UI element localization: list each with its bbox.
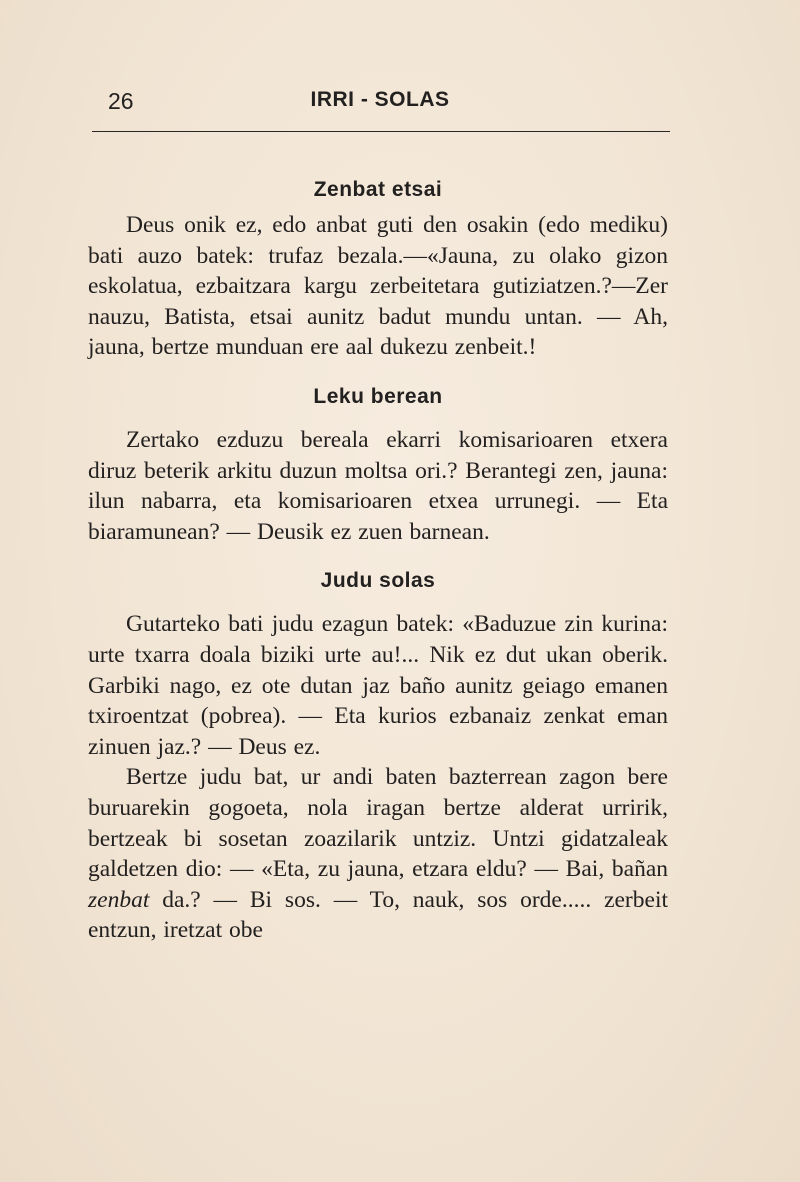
section-title: Zenbat etsai bbox=[313, 178, 443, 201]
spacer bbox=[88, 547, 668, 561]
section-title: Leku berean bbox=[313, 384, 443, 408]
section-judu-solas bbox=[88, 561, 668, 946]
running-title: IRRI - SOLAS bbox=[310, 88, 450, 111]
section-title: Judu solas bbox=[320, 569, 436, 593]
page-content bbox=[88, 170, 668, 946]
spacer bbox=[88, 601, 668, 609]
section-zenbat-etsai bbox=[88, 170, 668, 363]
paragraph: Deus onik ez, edo anbat guti den osakin (edo mediku) bati auzo batek: trufaz bezala.—«Jauna, zu olako gizon eskolatua, ezbaitzara kargu zerbeitetara gutiziatzen.?—Zer nauzu, Batista, etsai aunitz badut mundu untan. — Ah, jauna, bertze munduan ere aal dukezu zenbeit.! bbox=[88, 212, 668, 361]
page-number: 26 bbox=[108, 88, 134, 114]
text-run: da.? — Bi sos. — To, nauk, sos orde..... zerbeit entzun, iretzat obe bbox=[88, 886, 668, 944]
paragraph-last bbox=[88, 762, 668, 946]
paragraph: Zertako ezduzu bereala ekarri komisarioaren etxera diruz beterik arkitu duzun moltsa ori.? Berantegi zen, jauna: ilun nabarra, eta komisarioaren etxea urrunegi. — Eta biaramunean? — Deusik ez zuen barnean. bbox=[88, 426, 668, 545]
text-run: Bertze judu bat, ur andi baten bazterrean zagon bere buruarekin gogoeta, nola iragan bertze alderat urririk, bertzeak bi sosetan zoazilarik untziz. Untzi gidatzaleak galdetzen dio: — «Eta, zu jauna, etzara eldu? — Bai, bañan bbox=[88, 764, 668, 883]
spacer bbox=[88, 417, 668, 425]
spacer bbox=[88, 363, 668, 377]
emphasis-text: zenbat bbox=[88, 886, 150, 913]
section-leku-berean bbox=[88, 377, 668, 547]
page-header bbox=[92, 88, 668, 118]
paragraph: Gutarteko bati judu ezagun batek: «Baduzue zin kurina: urte txarra doala biziki urte au!... Nik ez dut ukan oberik. Garbiki nago, ez ote dutan jaz baño aunitz geiago emanen txiroentzat (pobrea). — Eta kurios ezbanaiz zenkat eman zinuen jaz.? — Deus ez. bbox=[88, 611, 668, 760]
header-rule bbox=[92, 131, 670, 132]
